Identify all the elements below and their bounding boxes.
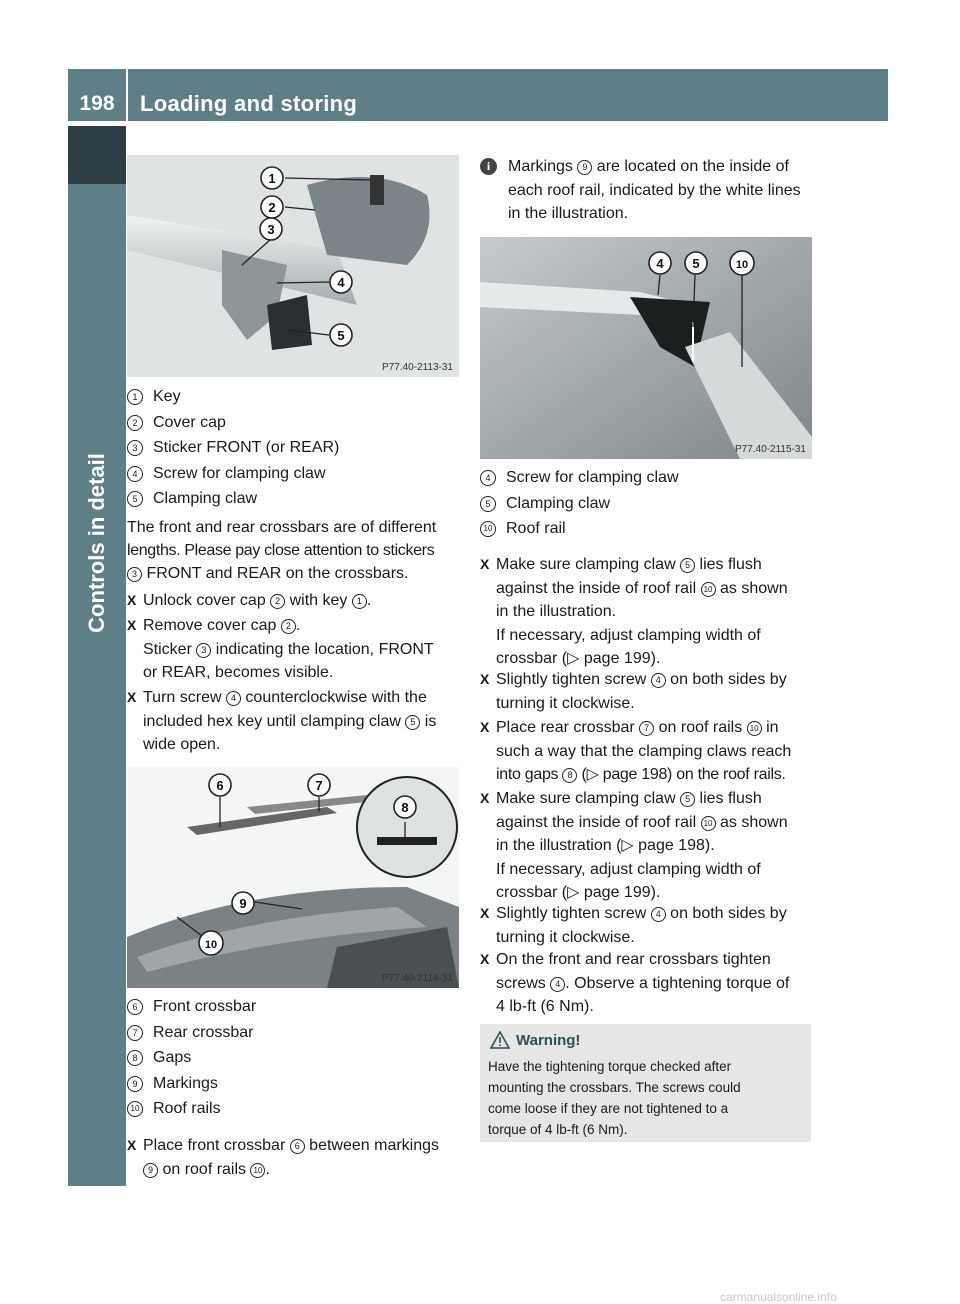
legend-item: 8 Gaps	[127, 1045, 256, 1071]
step-final-torque: X On the front and rear crossbars tighten screws 4 . Observe a tightening torque of 4 lb-ft (6 Nm).	[480, 951, 790, 1015]
legend-2	[127, 994, 256, 1122]
svg-text:10: 10	[735, 259, 749, 271]
legend-item: 6 Front crossbar	[127, 994, 256, 1020]
legend-item: 7 Rear crossbar	[127, 1020, 256, 1046]
step-remove-cover-cap: X Remove cover cap 2 . Sticker 3 indicating the location, FRONT or REAR, becomes visible.	[127, 617, 434, 681]
step-place-rear-crossbar: X Place rear crossbar 7 on roof rails 10 in such a way that the clamping claws reach into gaps 8 (▷ page 198) on the roof rails.	[480, 719, 792, 783]
legend-item: 5 Clamping claw	[127, 486, 339, 512]
footer-watermark: carmanualsonline.info	[720, 1290, 837, 1304]
step-place-front-crossbar: X Place front crossbar 6 between markings 9 on roof rails 10 .	[127, 1137, 440, 1178]
info-icon: i	[480, 158, 497, 175]
callout-9	[232, 892, 254, 914]
svg-text:6: 6	[216, 778, 224, 793]
step-turn-screw: X Turn screw 4 counterclockwise with the included hex key until clamping claw 5 is wide open.	[127, 689, 437, 753]
figure-code: P77.40-2114-31	[382, 973, 453, 984]
crossbar-lengths-paragraph: The front and rear crossbars are of different lengths. Please pay close attention to stickers 3 FRONT and REAR on the crossbars.	[127, 519, 437, 582]
legend-item: 3 Sticker FRONT (or REAR)	[127, 435, 339, 461]
legend-1	[127, 384, 339, 512]
svg-text:3: 3	[267, 222, 275, 237]
figure-roof-rack-foot	[127, 155, 459, 377]
figure-clamping-claw-detail	[480, 237, 812, 459]
callout-2	[261, 196, 283, 218]
legend-item: 10 Roof rails	[127, 1096, 256, 1122]
svg-text:4: 4	[337, 275, 345, 290]
callout-7	[308, 774, 330, 796]
legend-item: 10 Roof rail	[480, 516, 679, 542]
page-number: 198	[68, 69, 128, 121]
info-note-markings: i Markings 9 are located on the inside of each roof rail, indicated by the white lines in the illustration.	[480, 155, 840, 226]
side-tab-label-wrap	[82, 400, 112, 700]
callout-8	[394, 796, 416, 818]
figure-code: P77.40-2115-31	[735, 444, 806, 455]
callout-5	[330, 324, 352, 346]
step-check-clamping-claw-2: X Make sure clamping claw 5 lies flush against the inside of roof rail 10 as shown in the illustration (▷ page 198). If necessary, adjust clamping width of crossbar (▷ page 199).	[480, 790, 788, 901]
warning-body: Have the tightening torque checked after mounting the crossbars. The screws could come loose if they are not tightened to a torque of 4 lb-ft (6 Nm).	[488, 1059, 741, 1137]
svg-text:5: 5	[692, 256, 700, 271]
side-tab-marker	[68, 126, 126, 184]
callout-4	[649, 252, 671, 274]
callout-6	[209, 774, 231, 796]
warning-title: Warning!	[516, 1032, 581, 1049]
legend-item: 2 Cover cap	[127, 410, 339, 436]
svg-text:7: 7	[315, 778, 323, 793]
callout-10	[199, 931, 223, 955]
svg-text:9: 9	[239, 896, 247, 911]
section-title: Loading and storing	[140, 91, 358, 116]
warning-box	[480, 1024, 811, 1142]
legend-item: 4 Screw for clamping claw	[480, 465, 679, 491]
legend-item: 5 Clamping claw	[480, 491, 679, 517]
svg-text:1: 1	[268, 171, 276, 186]
figure-2-callouts	[127, 767, 459, 988]
legend-3	[480, 465, 679, 542]
legend-item: 9 Markings	[127, 1071, 256, 1097]
figure-1-callouts	[127, 155, 459, 377]
svg-text:5: 5	[337, 328, 345, 343]
step-unlock-cover-cap: X Unlock cover cap 2 with key 1 .	[127, 592, 372, 609]
side-tab-label: Controls in detail	[84, 453, 109, 633]
legend-item: 1 Key	[127, 384, 339, 410]
step-tighten-screw-2: X Slightly tighten screw 4 on both sides by turning it clockwise.	[480, 905, 787, 946]
callout-4	[330, 271, 352, 293]
callout-10	[730, 251, 754, 275]
step-check-clamping-claw: X Make sure clamping claw 5 lies flush against the inside of roof rail 10 as shown in the illustration. If necessary, adjust clamping width of crossbar (▷ page 199).	[480, 556, 788, 667]
callout-5	[685, 252, 707, 274]
callout-3	[260, 218, 282, 240]
svg-text:2: 2	[268, 200, 276, 215]
figure-3-callouts	[480, 237, 812, 459]
step-tighten-screw: X Slightly tighten screw 4 on both sides by turning it clockwise.	[480, 671, 787, 712]
warning-triangle-icon	[490, 1031, 510, 1049]
legend-item: 4 Screw for clamping claw	[127, 461, 339, 487]
svg-text:10: 10	[204, 939, 218, 951]
svg-text:8: 8	[401, 800, 409, 815]
figure-vehicle-roof	[127, 767, 459, 988]
svg-text:4: 4	[656, 256, 664, 271]
callout-1	[261, 167, 283, 189]
figure-code: P77.40-2113-31	[382, 362, 453, 373]
